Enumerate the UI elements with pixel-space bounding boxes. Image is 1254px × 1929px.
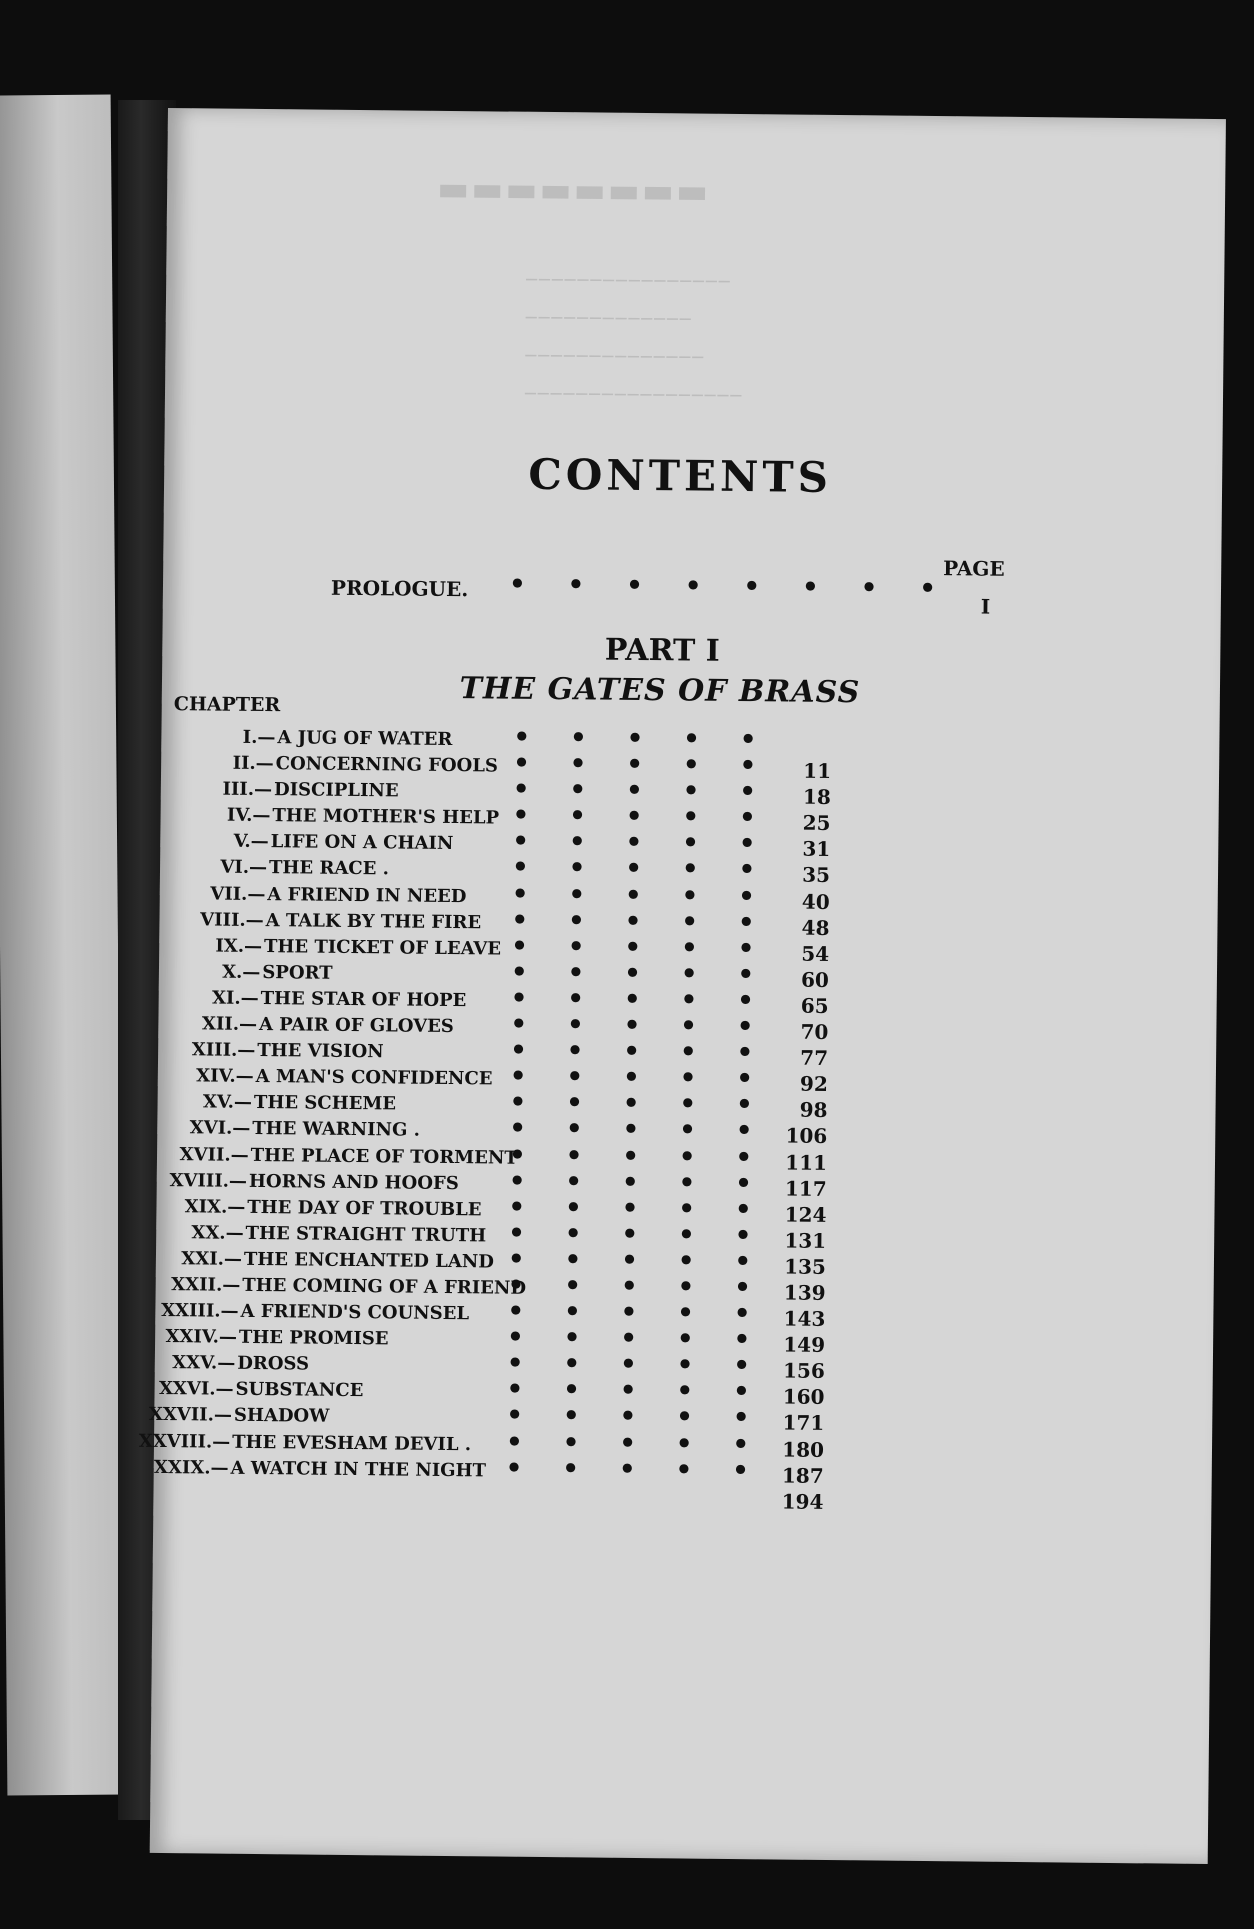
chapter-number: XVIII.— (169, 1169, 248, 1192)
leader-dots: ••••• (507, 1244, 792, 1278)
chapter-column-label: CHAPTER (173, 693, 281, 717)
chapter-page: 77 (800, 1045, 829, 1071)
prologue-entry (330, 569, 991, 623)
chapter-number: II.— (232, 752, 274, 775)
chapter-title: DROSS (237, 1353, 310, 1375)
chapter-title: THE PROMISE (238, 1326, 389, 1350)
chapter-number: XVI.— (189, 1117, 251, 1140)
chapter-number: XX.— (191, 1222, 244, 1244)
chapter-number: III.— (222, 778, 273, 801)
chapter-title: THE SCHEME (253, 1092, 397, 1115)
chapter-page: 131 (784, 1228, 827, 1253)
chapter-number: XXI.— (181, 1248, 243, 1270)
chapter-page: 92 (799, 1071, 828, 1097)
part-title: PART I (604, 632, 720, 669)
chapter-page: 143 (783, 1306, 826, 1332)
page-column-label: PAGE (943, 556, 1005, 581)
part-subtitle: THE GATES OF BRASS (459, 671, 861, 711)
leader-dots: ••••• (507, 1296, 791, 1330)
leader-dots: ••••• (509, 1035, 794, 1069)
contents-page (138, 108, 1226, 1864)
chapter-title: A TALK BY THE FIRE (265, 909, 482, 933)
chapter-title: HORNS AND HOOFS (248, 1170, 459, 1194)
chapter-page: 48 (801, 915, 830, 940)
chapter-number: VII.— (210, 883, 266, 905)
chapter-number: VIII.— (200, 909, 264, 931)
chapter-page: 35 (802, 863, 831, 888)
leader-dots: ••••• (510, 1009, 794, 1043)
chapter-title: SUBSTANCE (235, 1379, 364, 1402)
chapter-number: XXIX.— (153, 1456, 229, 1479)
chapter-number: V.— (233, 831, 269, 853)
chapter-title: SHADOW (233, 1405, 330, 1428)
chapter-number: XI.— (211, 987, 259, 1009)
chapter-page: 160 (782, 1384, 825, 1410)
chapter-title: A WATCH IN THE NIGHT (230, 1457, 487, 1482)
chapter-number: VI.— (220, 857, 268, 879)
leader-dots: ••••• (511, 905, 795, 939)
chapter-page: 139 (783, 1280, 826, 1305)
chapter-title: THE STAR OF HOPE (260, 987, 467, 1012)
chapter-number: IX.— (215, 935, 263, 957)
leader-dots: ••••• (512, 800, 796, 834)
chapter-title: THE EVESHAM DEVIL . (232, 1431, 472, 1455)
chapter-page: 106 (785, 1123, 828, 1149)
chapter-title: THE WARNING . (252, 1118, 421, 1142)
leader-dots: ••••• (513, 722, 797, 756)
leader-dots: ••••• (506, 1401, 790, 1435)
chapter-number: XIX.— (184, 1195, 246, 1218)
chapter-title: THE PLACE OF TORMENT (250, 1144, 518, 1169)
leader-dots: •••••••• (508, 569, 979, 605)
leader-dots: ••••• (511, 931, 795, 965)
chapter-number: XXIV.— (165, 1326, 238, 1348)
chapter-page: 40 (801, 889, 830, 914)
chapter-number: XXVII.— (148, 1404, 233, 1427)
chapter-number: IV.— (226, 804, 271, 827)
chapter-number: XXVI.— (158, 1378, 234, 1401)
leader-dots: ••••• (506, 1374, 790, 1408)
chapter-page: 149 (783, 1332, 826, 1358)
chapter-page: 187 (781, 1463, 824, 1488)
leader-dots: ••••• (509, 1114, 793, 1148)
leader-dots: ••••• (512, 748, 797, 782)
chapter-title: THE ENCHANTED LAND (243, 1248, 495, 1273)
chapter-title: THE MOTHER'S HELP (272, 805, 500, 829)
chapter-page: 180 (782, 1437, 825, 1462)
chapter-page: 60 (800, 967, 830, 992)
chapter-title: THE TICKET OF LEAVE (263, 935, 502, 960)
chapter-list (138, 722, 1161, 1519)
chapter-title: A MAN'S CONFIDENCE (255, 1066, 493, 1090)
chapter-number: XII.— (201, 1013, 258, 1036)
leader-dots: ••••• (512, 774, 797, 808)
chapter-page: 171 (782, 1410, 825, 1436)
chapter-page: 65 (800, 993, 829, 1018)
chapter-number: XIV.— (196, 1065, 254, 1088)
chapter-title: A FRIEND'S COUNSEL (240, 1300, 470, 1325)
chapter-title: A PAIR OF GLOVES (258, 1014, 454, 1038)
leader-dots: ••••• (509, 1087, 793, 1121)
chapter-number: XXII.— (171, 1274, 241, 1296)
leader-dots: ••••• (509, 1061, 794, 1095)
chapter-number: XXVIII.— (138, 1430, 231, 1453)
chapter-page: 124 (784, 1202, 827, 1227)
chapter-title: THE RACE . (268, 857, 390, 880)
chapter-page: 54 (801, 941, 830, 966)
chapter-number: I.— (242, 726, 276, 749)
chapter-page: 18 (802, 784, 831, 810)
leader-dots: ••••• (508, 1166, 793, 1200)
leader-dots: ••••• (512, 827, 796, 860)
leader-dots: ••••• (511, 853, 796, 887)
leader-dots: ••••• (508, 1192, 792, 1226)
prologue-page: I (980, 594, 991, 619)
chapter-page: 111 (785, 1150, 828, 1175)
bleed-through-text: ▬▬▬▬▬▬▬▬ (434, 168, 709, 212)
prologue-title: PROLOGUE. (330, 575, 469, 602)
chapter-title: THE DAY OF TROUBLE (247, 1196, 482, 1221)
chapter-page: 135 (784, 1254, 827, 1279)
chapter-number: XXIII.— (161, 1300, 239, 1322)
leader-dots: ••••• (507, 1270, 791, 1304)
chapter-number: X.— (222, 961, 261, 983)
chapter-title: CONCERNING FOOLS (275, 753, 499, 777)
leader-dots: ••••• (505, 1453, 790, 1487)
leader-dots: ••••• (510, 983, 794, 1017)
chapter-page: 117 (784, 1176, 827, 1201)
left-page-edge (0, 95, 125, 1796)
chapter-title: THE VISION (257, 1040, 384, 1063)
chapter-title: A FRIEND IN NEED (267, 883, 467, 907)
chapter-title: SPORT (262, 961, 333, 984)
chapter-title: DISCIPLINE (273, 779, 399, 802)
chapter-title: A JUG OF WATER (277, 727, 453, 751)
chapter-number: XVII.— (179, 1143, 249, 1166)
chapter-title: THE COMING OF A FRIEND (242, 1274, 527, 1299)
chapter-title: THE STRAIGHT TRUTH (245, 1222, 487, 1247)
chapter-page: 11 (803, 758, 832, 784)
leader-dots: ••••• (510, 957, 795, 991)
leader-dots: ••••• (506, 1322, 791, 1356)
chapter-page: 25 (802, 810, 831, 836)
leader-dots: ••••• (506, 1348, 791, 1382)
chapter-page: 194 (781, 1489, 824, 1514)
leader-dots: ••••• (511, 879, 796, 913)
chapter-page: 98 (799, 1097, 828, 1123)
chapter-title: LIFE ON A CHAIN (270, 831, 454, 855)
chapter-page: 156 (782, 1358, 825, 1384)
page-heading: CONTENTS (528, 449, 833, 502)
chapter-number: XIII.— (191, 1039, 256, 1062)
leader-dots: ••••• (505, 1427, 790, 1461)
leader-dots: ••••• (508, 1218, 792, 1252)
bleed-through-lines: ──────────────── ───────────── ────────────── ───────────────── (524, 269, 744, 408)
chapter-page: 31 (802, 837, 831, 862)
leader-dots: ••••• (508, 1140, 793, 1174)
chapter-number: XXV.— (172, 1352, 236, 1375)
chapter-number: XV.— (202, 1091, 253, 1114)
chapter-page: 70 (800, 1019, 829, 1044)
